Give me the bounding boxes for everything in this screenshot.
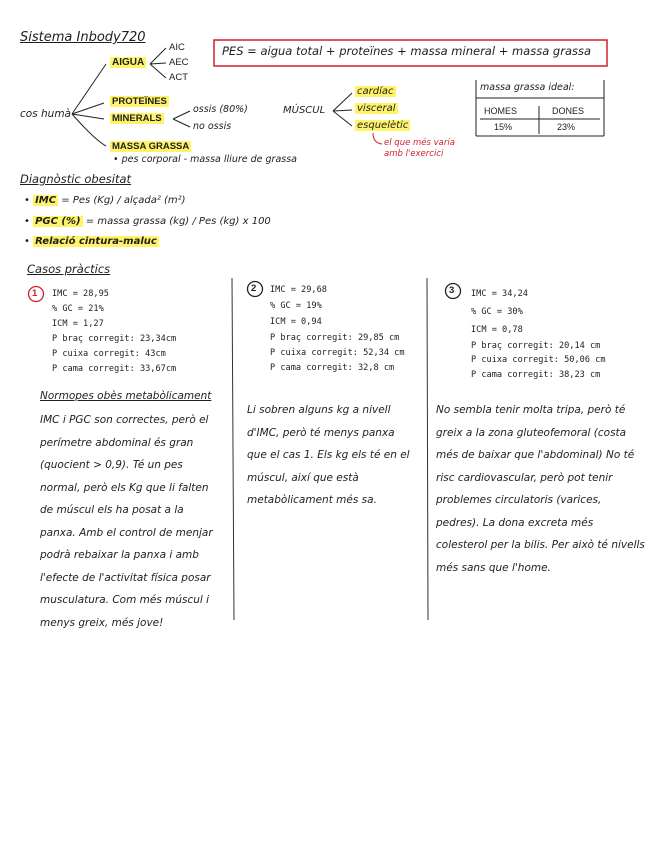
case-2-p-cama: P cama corregit: 32,8 cm [270,363,395,373]
minerals-branches [173,111,190,127]
case-2-p-brac: P braç corregit: 29,85 cm [270,333,400,343]
muscul-item-esqueletic: esquelètic [357,120,409,131]
proteines-label: PROTEÏNES [112,96,167,107]
branch-aigua [72,64,106,114]
massa-grassa-label: MASSA GRASSA [112,141,190,152]
case-2-text: Li sobren alguns kg a nivell d'IMC, però té menys panxa que el cas 1. Els kg els té en el múscul, així que està metabòlicament més sa. [247,404,410,506]
diagnostic-title: Diagnòstic obesitat [20,172,132,186]
ideal-table-title: massa grassa ideal: [480,82,575,93]
weight-formula: PES = aigua total + proteïnes + massa mineral + massa grassa [222,44,592,58]
case-1-imc: IMC = 28,95 [52,289,109,299]
aigua-item-aic: AIC [169,42,185,53]
cases-title: Casos pràctics [27,262,111,276]
column-separator-1 [232,278,234,620]
branch-proteines [72,103,104,114]
muscul-note-line2: amb l'exercici [384,149,444,159]
ideal-value-homes: 15% [494,122,513,132]
minerals-label: MINERALS [112,113,162,124]
page-title: Sistema Inbody720 [20,30,146,45]
case-3-p-brac: P braç corregit: 20,14 cm [471,341,601,351]
ideal-header-homes: HOMES [484,106,518,116]
case-2-p-cuixa: P cuixa corregit: 52,34 cm [270,348,405,358]
muscul-branches [333,93,352,126]
case-3-text: No sembla tenir molta tripa, però té greix a la zona gluteofemoral (costa més de baixar que l'abdominal) No té risc cardiovascular, però pot tenir problemes circulatoris (varices, pedres). La dona excreta més colesterol per la bilis. Per això té nivells més sans que l'home. [436,404,645,574]
diagnostic-item-imc: • IMC = Pes (Kg) / alçada² (m²) [24,195,186,206]
case-1-gc: % GC = 21% [52,304,104,314]
massa-grassa-note: • pes corporal - massa lliure de grassa [113,154,297,165]
minerals-item-no-ossis: no ossis [193,121,232,132]
note-arrow [373,133,382,144]
aigua-label: AIGUA [112,57,145,68]
diagnostic-item-pgc: • PGC (%) = massa grassa (kg) / Pes (kg) x 100 [24,216,271,227]
case-1-p-cama: P cama corregit: 33,67cm [52,364,177,374]
muscul-label: MÚSCUL [283,105,326,116]
aigua-branches [150,48,166,78]
case-2-icm: ICM = 0,94 [270,317,322,327]
case-3-imc: IMC = 34,24 [471,289,528,299]
column-separator-2 [427,278,428,620]
ideal-value-dones: 23% [557,122,576,132]
case-1-text: IMC i PGC son correctes, però el perímetre abdominal és gran (quocient > 0,9). Té un pes normal, però els Kg que li falten de múscul els ha posat a la panxa. Amb el control de menjar podrà rebaixar la panxa i amb l'efecte de l'activitat física posar musculatura. Com més múscul i menys greix, més jove! [40,414,213,629]
case-3-gc: % GC = 30% [471,307,523,317]
case-1-icm: ICM = 1,27 [52,319,104,329]
diagnostic-item-cintura: • Relació cintura-maluc [24,236,157,247]
muscul-item-cardiac: cardíac [357,86,394,97]
branch-minerals [72,114,104,119]
case-2-number: 2 [251,283,257,294]
muscul-note-line1: el que més varia [384,138,455,148]
aigua-item-aec: AEC [169,57,189,68]
case-2-imc: IMC = 29,68 [270,285,327,295]
case-1-p-brac: P braç corregit: 23,34cm [52,334,177,344]
minerals-item-ossis: ossis (80%) [193,104,248,115]
aigua-item-act: ACT [169,72,188,83]
ideal-header-dones: DONES [552,106,585,116]
case-1-subtitle: Normopes obès metabòlicament [40,390,212,402]
case-3-p-cuixa: P cuixa corregit: 50,06 cm [471,355,606,365]
tree-root: cos humà [20,108,71,120]
case-1-number: 1 [32,288,38,299]
case-3-p-cama: P cama corregit: 38,23 cm [471,370,601,380]
case-1-p-cuixa: P cuixa corregit: 43cm [52,349,166,359]
case-3-icm: ICM = 0,78 [471,325,523,335]
case-2-gc: % GC = 19% [270,301,322,311]
case-3-number: 3 [449,285,455,296]
muscul-item-visceral: visceral [357,103,396,114]
